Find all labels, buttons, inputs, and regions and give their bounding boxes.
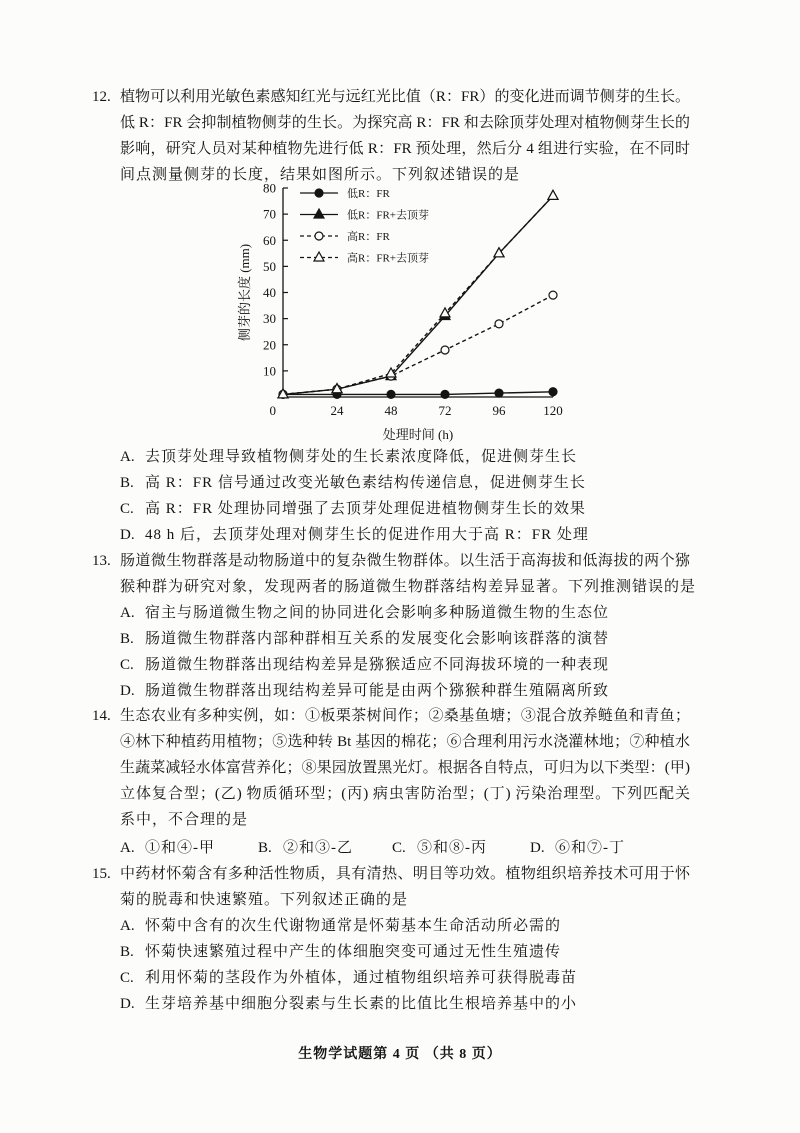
y-tick-label: 60 (263, 232, 276, 248)
question-13 (92, 548, 697, 704)
x-axis-title: 处理时间 (h) (382, 427, 454, 442)
question-number: 13. (92, 553, 111, 569)
option-letter: A. (120, 605, 135, 621)
option-letter: B. (120, 631, 134, 647)
option-text: ②和③-乙 (283, 840, 353, 856)
question-14 (92, 703, 690, 861)
option-letter: B. (120, 475, 134, 491)
x-tick-label: 120 (543, 403, 563, 418)
legend-label-1: 低R：FR+去顶芽 (347, 209, 429, 222)
stem-line: 植物可以利用光敏色素感知红光与远红光比值（R：FR）的变化进而调节侧芽的生长。 (120, 89, 690, 105)
legend-label-0: 低R：FR (347, 188, 390, 200)
option-text: 高 R：FR 处理协同增强了去顶芽处理促进植物侧芽生长的效果 (145, 501, 586, 517)
stem-line: 肠道微生物群落是动物肠道中的复杂微生物群体。以生活于高海拔和低海拔的两个猕 (120, 553, 690, 569)
stem-line: 间点测量侧芽的长度，结果如图所示。下列叙述错误的是 (120, 167, 521, 183)
stem-line: 系中，不合理的是 (120, 812, 249, 828)
y-tick-label: 10 (263, 363, 276, 379)
question-number: 14. (92, 708, 111, 724)
option-text: 肠道微生物群落内部种群相互关系的发展变化会影响该群落的演替 (145, 631, 610, 647)
option-letter: D. (120, 683, 135, 699)
option-text: ⑥和⑦-丁 (555, 840, 625, 856)
option-a[interactable] (120, 444, 690, 470)
option-text: 怀菊中含有的次生代谢物通常是怀菊基本生命活动所必需的 (145, 918, 562, 934)
data-point-3-5 (548, 190, 558, 199)
option-a[interactable] (120, 600, 690, 626)
side-bud-length-line-chart (230, 178, 570, 443)
option-text: 高 R：FR 信号通过改变光敏色素结构传递信息，促进侧芽生长 (145, 475, 586, 491)
inline-options-row (120, 835, 690, 861)
option-letter: D. (530, 840, 545, 856)
stem-line: 猴种群为研究对象，发现两者的肠道微生物群落结构差异显著。下列推测错误的是 (120, 579, 697, 595)
option-c[interactable] (120, 965, 690, 991)
legend-label-3: 高R：FR+去顶芽 (347, 252, 429, 265)
question-15 (92, 861, 690, 1017)
option-text: ⑤和⑧-丙 (417, 840, 487, 856)
option-d[interactable] (120, 678, 690, 704)
question-number: 15. (92, 866, 111, 882)
option-letter: D. (120, 996, 135, 1012)
option-c[interactable] (120, 652, 690, 678)
stem-line: 立体复合型；(乙) 物质循环型；(丙) 病虫害防治型；(丁) 污染治理型。下列匹配关 (120, 786, 690, 802)
x-tick-label: 96 (492, 403, 506, 418)
y-tick-label: 70 (263, 206, 276, 222)
option-c[interactable] (392, 835, 487, 861)
x-tick-label: 48 (384, 403, 398, 418)
option-d[interactable] (120, 991, 690, 1017)
option-b[interactable] (120, 470, 690, 496)
option-letter: B. (120, 944, 134, 960)
x-tick-label: 0 (269, 403, 276, 418)
option-d[interactable] (120, 522, 690, 548)
x-tick-label: 72 (438, 403, 452, 418)
option-text: ①和④-甲 (145, 840, 215, 856)
question-number: 12. (92, 89, 111, 105)
x-tick-label: 24 (330, 403, 344, 418)
legend-marker-3 (314, 252, 324, 261)
stem-line: 生蔬菜减轻水体富营养化；⑧果园放置黑光灯。根据各自特点，可归为以下类型：(甲) (120, 760, 690, 776)
data-point-2-3 (441, 346, 449, 354)
legend-marker-1 (314, 209, 324, 218)
legend-marker-2 (315, 232, 323, 240)
option-a[interactable] (120, 835, 215, 861)
y-tick-label: 20 (263, 337, 276, 353)
stem-line: ④林下种植药用植物；⑤选种转 Bt 基因的棉花；⑥合理利用污水浇灌林地；⑦种植水 (120, 734, 690, 750)
stem-line: 低 R：FR 会抑制植物侧芽的生长。为探究高 R：FR 和去除顶芽处理对植物侧芽生长的 (120, 115, 690, 131)
option-a[interactable] (120, 913, 690, 939)
option-letter: B. (258, 840, 272, 856)
stem-line: 菊的脱毒和快速繁殖。下列叙述正确的是 (120, 892, 409, 908)
legend-label-2: 高R：FR (347, 231, 390, 243)
series-line-3 (283, 196, 553, 395)
option-b[interactable] (120, 939, 690, 965)
stem-line: 生态农业有多种实例，如：①板栗茶树间作；②桑基鱼塘；③混合放养鲢鱼和青鱼； (120, 708, 690, 724)
stem-line: 中药材怀菊含有多种活性物质，具有清热、明目等功效。植物组织培养技术可用于怀 (120, 866, 690, 882)
option-letter: C. (392, 840, 406, 856)
option-letter: A. (120, 449, 135, 465)
option-b[interactable] (258, 835, 353, 861)
data-point-0-3 (441, 390, 449, 398)
option-text: 生芽培养基中细胞分裂素与生长素的比值比生根培养基中的小 (145, 996, 578, 1012)
y-tick-label: 50 (263, 258, 276, 274)
data-point-0-5 (549, 388, 557, 396)
stem-line: 影响，研究人员对某种植物先进行低 R：FR 预处理，然后分 4 组进行实验，在不同时 (120, 141, 690, 157)
option-letter: A. (120, 840, 135, 856)
option-letter: C. (120, 657, 134, 673)
data-point-2-4 (495, 320, 503, 328)
option-letter: C. (120, 501, 134, 517)
y-axis-title: 侧芽的长度 (mm) (237, 243, 252, 342)
option-letter: A. (120, 918, 135, 934)
option-letter: D. (120, 527, 135, 543)
option-text: 肠道微生物群落出现结构差异可能是由两个猕猴种群生殖隔离所致 (145, 683, 610, 699)
option-text: 48 h 后，去顶芽处理对侧芽生长的促进作用大于高 R：FR 处理 (145, 527, 589, 543)
legend-marker-0 (315, 189, 323, 197)
y-tick-label: 30 (263, 311, 276, 327)
option-b[interactable] (120, 626, 690, 652)
y-tick-label: 40 (263, 285, 276, 300)
option-text: 宿主与肠道微生物之间的协同进化会影响多种肠道微生物的生态位 (145, 605, 610, 621)
series-line-2 (283, 295, 553, 394)
series-line-0 (283, 392, 553, 395)
data-point-0-2 (387, 390, 395, 398)
option-text: 怀菊快速繁殖过程中产生的体细胞突变可通过无性生殖遗传 (145, 944, 562, 960)
option-letter: C. (120, 970, 134, 986)
option-text: 去顶芽处理导致植物侧芽处的生长素浓度降低，促进侧芽生长 (145, 449, 578, 465)
option-text: 肠道微生物群落出现结构差异是猕猴适应不同海拔环境的一种表现 (145, 657, 610, 673)
question-12-options (120, 444, 690, 548)
page-footer: 生物学试题第 4 页 （共 8 页） (298, 1047, 502, 1062)
option-text: 利用怀菊的茎段作为外植体，通过植物组织培养可获得脱毒苗 (145, 970, 578, 986)
option-c[interactable] (120, 496, 690, 522)
option-d[interactable] (530, 835, 625, 861)
data-point-0-4 (495, 389, 503, 397)
question-12-stem (92, 84, 690, 188)
y-tick-label: 80 (263, 180, 276, 196)
data-point-2-5 (549, 291, 557, 299)
series-line-1 (283, 196, 553, 395)
